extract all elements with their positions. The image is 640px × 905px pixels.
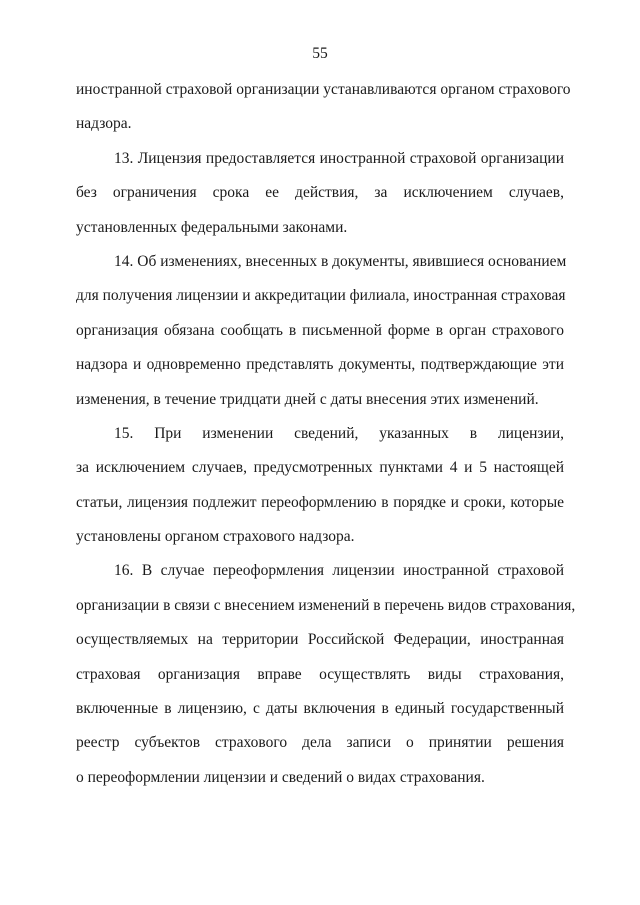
- text-line: надзора и одновременно представлять документы, подтверждающие эти: [76, 356, 564, 374]
- text-line: 15. При изменении сведений, указанных в лицензии,: [114, 424, 564, 442]
- text-line: реестр субъектов страхового дела записи о принятии решения: [76, 734, 564, 752]
- text-line: установлены органом страхового надзора.: [76, 528, 355, 546]
- paragraph: [76, 80, 571, 149]
- text-line: 13. Лицензия предоставляется иностранной страховой организации: [114, 149, 564, 167]
- text-line: 14. Об изменениях, внесенных в документы, явившиеся основанием: [114, 252, 567, 270]
- text-line: изменения, в течение тридцати дней с даты внесения этих изменений.: [76, 390, 539, 408]
- text-line: включенные в лицензию, с даты включения в единый государственный: [76, 700, 564, 718]
- paragraph: [76, 424, 564, 562]
- text-line: статьи, лицензия подлежит переоформлению в порядке и сроки, которые: [76, 493, 564, 511]
- text-line: без ограничения срока ее действия, за исключением случаев,: [76, 184, 564, 202]
- document-body: [76, 80, 576, 802]
- paragraph: [76, 252, 567, 424]
- paragraph: [76, 561, 576, 802]
- text-line: за исключением случаев, предусмотренных пунктами 4 и 5 настоящей: [76, 459, 564, 477]
- text-line: 16. В случае переоформления лицензии иностранной страховой: [114, 562, 564, 580]
- text-line: страховая организация вправе осуществлять виды страхования,: [76, 665, 564, 683]
- text-line: для получения лицензии и аккредитации филиала, иностранная страховая: [76, 287, 566, 305]
- text-line: иностранной страховой организации устанавливаются органом страхового: [76, 81, 571, 98]
- text-line: организация обязана сообщать в письменной форме в орган страхового: [76, 321, 564, 339]
- text-line: надзора.: [76, 115, 132, 133]
- text-line: осуществляемых на территории Российской Федерации, иностранная: [76, 631, 564, 649]
- page-number: 55: [312, 45, 328, 62]
- text-line: организации в связи с внесением изменений в перечень видов страхования,: [76, 596, 576, 614]
- text-line: о переоформлении лицензии и сведений о видах страхования.: [76, 768, 485, 786]
- text-line: установленных федеральными законами.: [76, 218, 348, 236]
- paragraph: [76, 149, 564, 252]
